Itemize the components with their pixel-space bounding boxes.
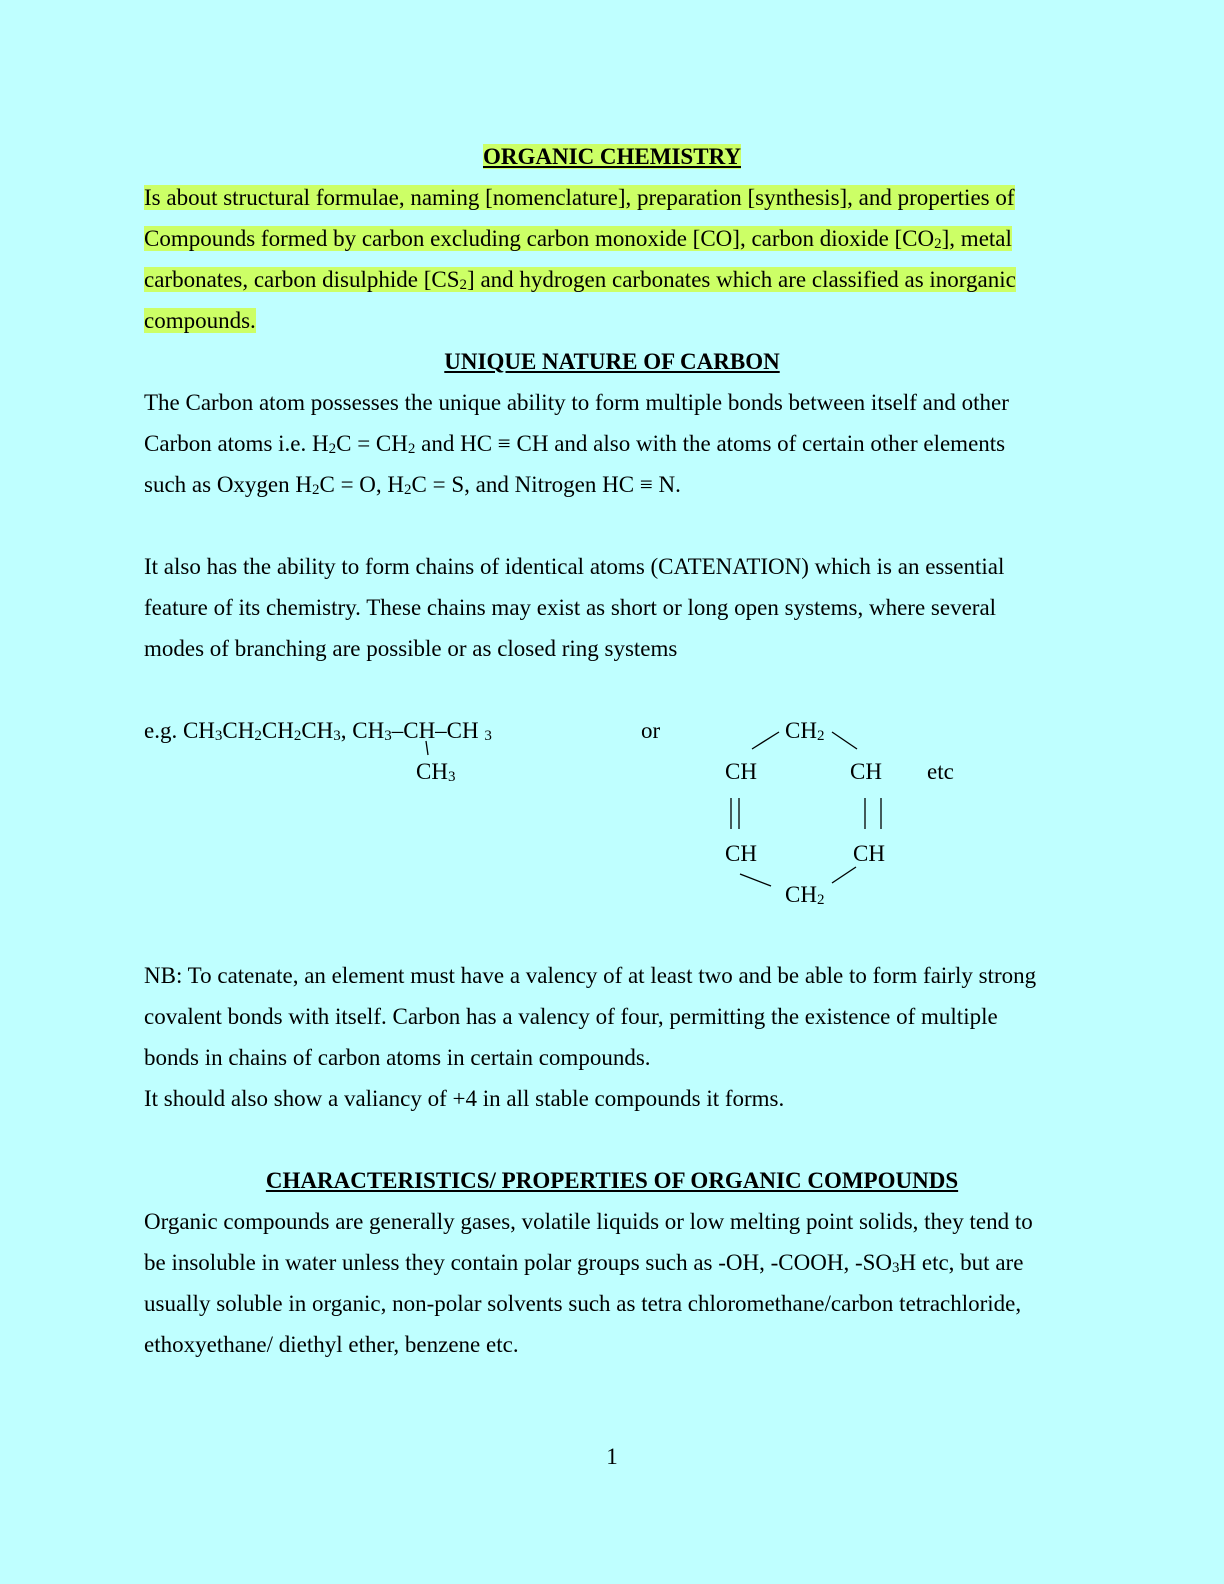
eg-p5: , CH [340, 718, 385, 743]
branch-bond [426, 741, 428, 755]
eg-p2: CH [222, 718, 255, 743]
para3-l2a: be insoluble in water unless they contain polar groups such as -OH, -COOH, -SO [144, 1250, 893, 1275]
para1-l3c: C = S, and Nitrogen HC ≡ N. [411, 472, 681, 497]
eg-p1: e.g. CH [144, 718, 215, 743]
para1-l2s2: 2 [407, 441, 416, 457]
para3-line-3: usually soluble in organic, non-polar solvents such as tetra chloromethane/carbon tetrachloride, [144, 1291, 1022, 1316]
eg-s6: 3 [484, 728, 492, 744]
para1-line-1: The Carbon atom possesses the unique ability to form multiple bonds between itself and other [144, 390, 1009, 415]
eg-s3: 2 [293, 728, 302, 744]
intro-line-2-a: Compounds formed by carbon excluding carbon monoxide [CO], carbon dioxide [CO [144, 226, 935, 251]
para2-line-3: modes of branching are possible or as closed ring systems [144, 636, 678, 661]
ring-bond-top-right [832, 732, 857, 749]
para2-line-1: It also has the ability to form chains of identical atoms (CATENATION) which is an essential [144, 554, 1005, 579]
branch-text: CH [416, 759, 448, 784]
heading-2-text: UNIQUE NATURE OF CARBON [444, 349, 780, 374]
nb-line-3: bonds in chains of carbon atoms in certain compounds. [144, 1045, 651, 1070]
section-heading-characteristics [0, 1160, 1224, 1201]
eg-s5: 3 [384, 728, 392, 744]
para1-l3b: C = O, H [319, 472, 405, 497]
para1-l2c: and HC ≡ CH and also with the atoms of certain other elements [415, 431, 1006, 456]
para3-l2b: H etc, but are [899, 1250, 1024, 1275]
para1-l2b: C = CH [336, 431, 408, 456]
para3-line-2 [144, 1242, 1023, 1283]
intro-line-3-b: ] and hydrogen carbonates which are classified as inorganic [467, 267, 1016, 292]
para1-l2s1: 2 [328, 441, 337, 457]
intro-line-2-sub: 2 [934, 236, 942, 252]
ring-bond-top-left [752, 732, 779, 749]
nb-line-2: covalent bonds with itself. Carbon has a valency of four, permitting the existence of multiple [144, 1004, 998, 1029]
para3-line-4: ethoxyethane/ diethyl ether, benzene etc. [144, 1332, 519, 1357]
or-word: or [641, 718, 661, 743]
heading-3-text: CHARACTERISTICS/ PROPERTIES OF ORGANIC COMPOUNDS [265, 1168, 959, 1193]
nb-line-1: NB: To catenate, an element must have a valency of at least two and be able to form fairly strong [144, 963, 1037, 988]
ring-top-text: CH [785, 718, 817, 743]
intro-line-3-a: carbonates, carbon disulphide [CS [144, 267, 460, 292]
para3-line-1: Organic compounds are generally gases, volatile liquids or low melting point solids, they tend to [144, 1209, 1033, 1234]
ring-bottom-sub: 2 [816, 892, 825, 908]
etc-word: etc [927, 759, 954, 784]
intro-line-1-text: Is about structural formulae, naming [nomenclature], preparation [synthesis], and properties of [144, 185, 1015, 210]
intro-line-2-b: ], metal [941, 226, 1012, 251]
intro-line-3-sub: 2 [459, 277, 468, 293]
eg-p6: –CH–CH [391, 718, 485, 743]
eg-s2: 2 [254, 728, 262, 744]
para3-l2s: 3 [892, 1260, 900, 1276]
eg-p3: CH [261, 718, 294, 743]
ring-bond-bottom-right [832, 867, 856, 883]
para1-l3a: such as Oxygen H [144, 472, 312, 497]
para1-l3s2: 2 [404, 482, 412, 498]
ring-top-sub: 2 [816, 728, 825, 744]
intro-line-4-text: compounds. [144, 308, 256, 333]
ring-bond-bottom-left [740, 874, 771, 886]
para1-l2a: Carbon atoms i.e. H [144, 431, 329, 456]
title-text: ORGANIC CHEMISTRY [483, 144, 741, 169]
eg-p4: CH [301, 718, 334, 743]
ring-right-upper-ch: CH [850, 759, 882, 784]
branch-sub: 3 [447, 769, 456, 785]
para2-line-2: feature of its chemistry. These chains may exist as short or long open systems, where several [144, 595, 997, 620]
para1-l3s1: 2 [312, 482, 320, 498]
eg-s4: 3 [333, 728, 341, 744]
ring-right-lower-ch: CH [853, 841, 885, 866]
eg-s1: 3 [214, 728, 223, 744]
nb-line-4: It should also show a valiancy of +4 in all stable compounds it forms. [144, 1086, 785, 1111]
ring-bottom-text: CH [785, 882, 817, 907]
ring-left-upper-ch: CH [725, 759, 757, 784]
page-number: 1 [606, 1444, 618, 1469]
ring-left-lower-ch: CH [725, 841, 757, 866]
